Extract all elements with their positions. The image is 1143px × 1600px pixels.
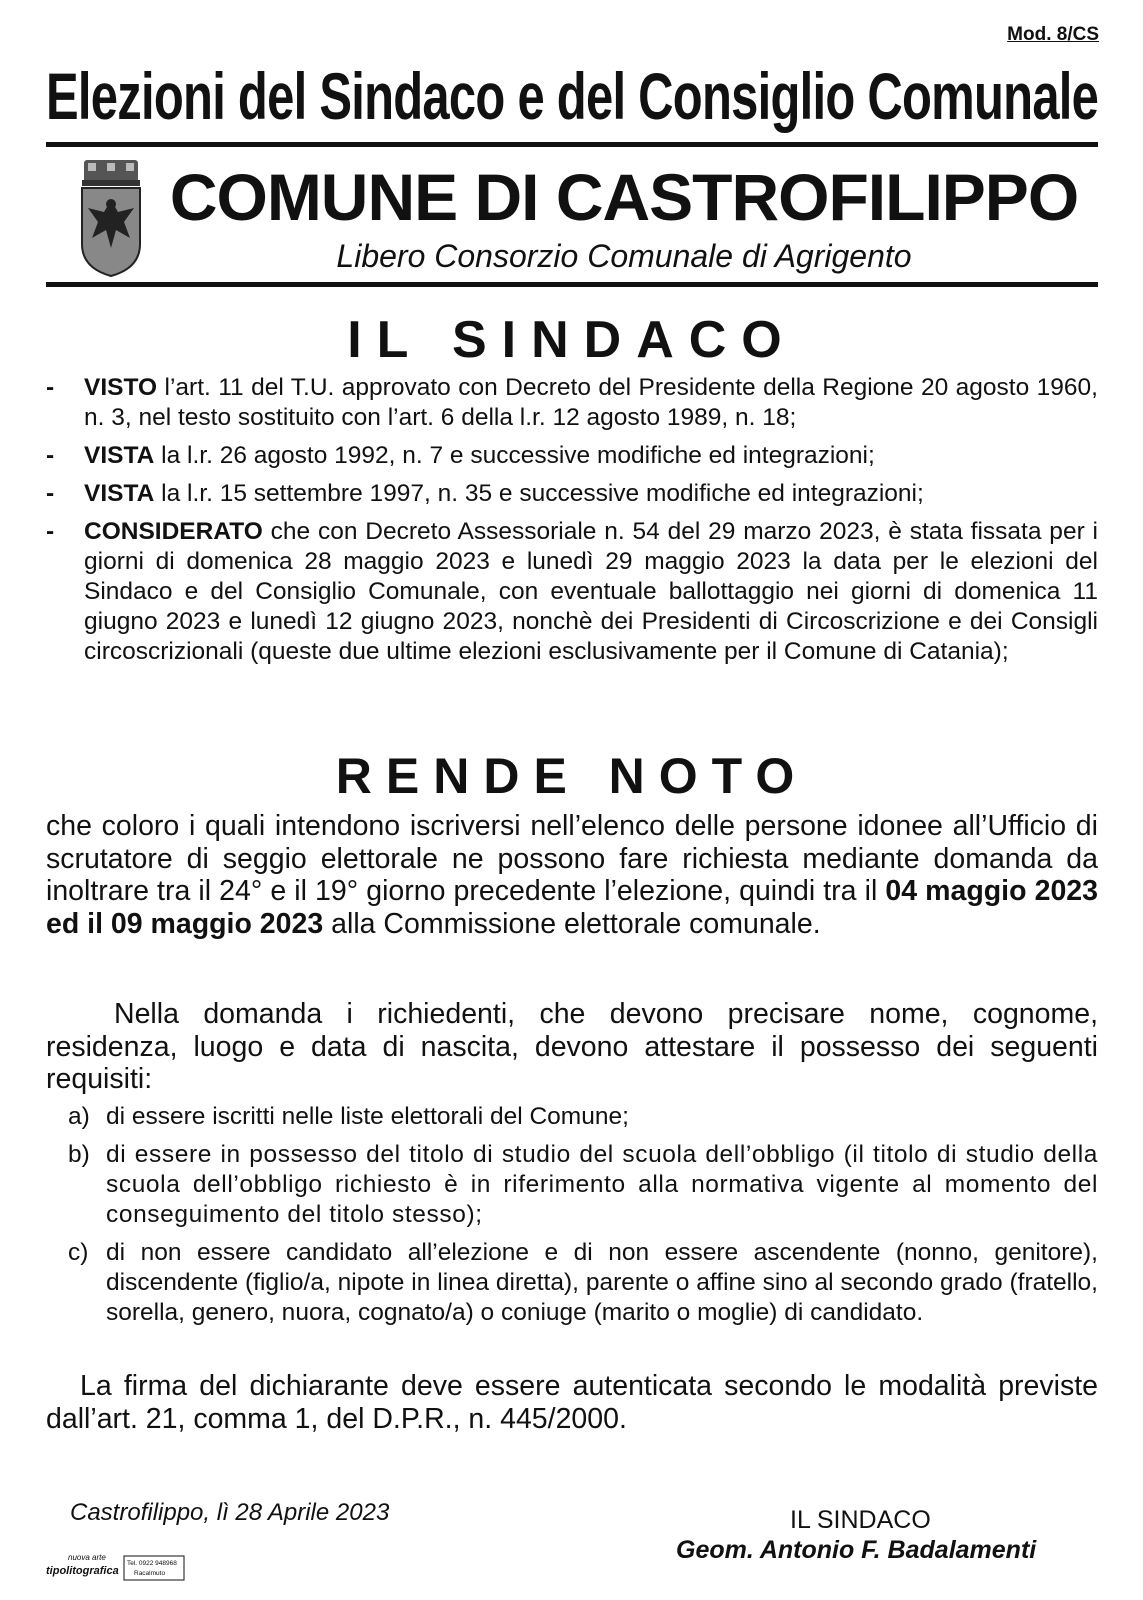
dash: - <box>46 480 55 507</box>
dash: - <box>46 518 55 545</box>
signature-title: IL SINDACO <box>790 1506 931 1534</box>
paragraph-text: alla Commissione elettorale comunale. <box>323 907 821 940</box>
header-bottom-rule <box>46 282 1098 287</box>
premise-keyword: VISTO <box>84 374 158 401</box>
municipality-name: COMUNE DI CASTROFILIPPO <box>169 160 1079 234</box>
requirement-text: di non essere candidato all’elezione e di non essere ascendente (nonno, genitore), discendente (figlio/a, nipote in linea diretta), parente o affine sino al secondo grado (fratello, sorella, genero, nuora, cognato/a) o coniuge (marito o moglie) di candidato. <box>106 1239 1098 1326</box>
requirements-list <box>68 1102 1098 1336</box>
requirement-text: di essere iscritti nelle liste elettorali del Comune; <box>106 1103 629 1130</box>
election-title: Elezioni del Sindaco e del Consiglio Comunale <box>46 59 1099 133</box>
requirement-letter: a) <box>68 1103 90 1130</box>
model-code: Mod. 8/CS <box>1007 24 1099 45</box>
dash: - <box>46 374 55 401</box>
requirement-letter: c) <box>68 1239 89 1266</box>
printer-city: Racalmuto <box>134 1570 166 1577</box>
requirement-item <box>68 1140 1098 1230</box>
printer-phone: Tel. 0922 948968 <box>127 1560 177 1567</box>
premise-item <box>46 373 1098 433</box>
premise-keyword: VISTA <box>84 480 155 507</box>
premise-keyword: VISTA <box>84 442 155 469</box>
application-dates: 04 maggio 2023 ed il 09 maggio 2023 <box>46 875 1098 940</box>
premise-item <box>46 517 1098 667</box>
mayor-heading: IL SINDACO <box>347 311 797 369</box>
requirement-item <box>68 1238 1098 1328</box>
premise-text: la l.r. 26 agosto 1992, n. 7 e successive modifiche ed integrazioni; <box>154 442 875 469</box>
place-date: Castrofilippo, lì 28 Aprile 2023 <box>70 1499 390 1526</box>
requirement-text: di essere in possesso del titolo di studio del scuola dell’obbligo (il titolo di studio della scuola dell’obbligo richiesto è in riferimento alla normativa vigente al momento del conseguimento del titolo stesso); <box>106 1141 1098 1228</box>
announce-heading: RENDE NOTO <box>335 748 809 804</box>
municipal-crest-icon <box>78 160 144 278</box>
requirements-intro: Nella domanda i richiedenti, che devono precisare nome, cognome, residenza, luogo e data di nascita, devono attestare il possesso dei seguenti requisiti: <box>46 998 1098 1095</box>
premise-item <box>46 479 1098 509</box>
premise-text: la l.r. 15 settembre 1997, n. 35 e successive modifiche ed integrazioni; <box>154 480 924 507</box>
requirement-item <box>68 1102 1098 1132</box>
premise-item <box>46 441 1098 471</box>
dash: - <box>46 442 55 469</box>
paragraph-text: che coloro i quali intendono iscriversi nell’elenco delle persone idonee all’Ufficio di scrutatore di seggio elettorale ne possono fare richiesta mediante domanda da inoltrare tra il 24° e il 19° giorno precedente l’elezione, quindi tra il <box>46 810 1098 907</box>
top-rule <box>46 142 1098 147</box>
premise-text: l’art. 11 del T.U. approvato con Decreto del Presidente della Regione 20 agosto 1960, n. 3, nel testo sostituito con l’art. 6 della l.r. 12 agosto 1989, n. 18; <box>84 374 1098 431</box>
application-paragraph <box>46 810 1098 940</box>
premise-text: che con Decreto Assessoriale n. 54 del 29 marzo 2023, è stata fissata per i giorni di domenica 28 maggio 2023 e lunedì 29 maggio 2023 la data per le elezioni del Sindaco e del Consiglio Comunale, con eventuale ballottaggio nei giorni di domenica 11 giugno 2023 e lunedì 12 giugno 2023, nonchè dei Presidenti di Circoscrizione e dei Consigli circoscrizionali (queste due ultime elezioni esclusivamente per il Comune di Catania); <box>84 518 1098 665</box>
signature-name: Geom. Antonio F. Badalamenti <box>676 1536 1037 1564</box>
requirement-letter: b) <box>68 1141 90 1168</box>
printer-logo <box>46 1550 186 1582</box>
premises-list <box>46 373 1098 675</box>
province-name: Libero Consorzio Comunale di Agrigento <box>336 238 912 274</box>
printer-line2: tipolitografica <box>46 1565 119 1577</box>
signature-authentication-paragraph: La firma del dichiarante deve essere autenticata secondo le modalità previste dall’art. 21, comma 1, del D.P.R., n. 445/2000. <box>46 1370 1098 1435</box>
printer-line1: nuova arte <box>68 1553 106 1562</box>
premise-keyword: CONSIDERATO <box>84 518 263 545</box>
